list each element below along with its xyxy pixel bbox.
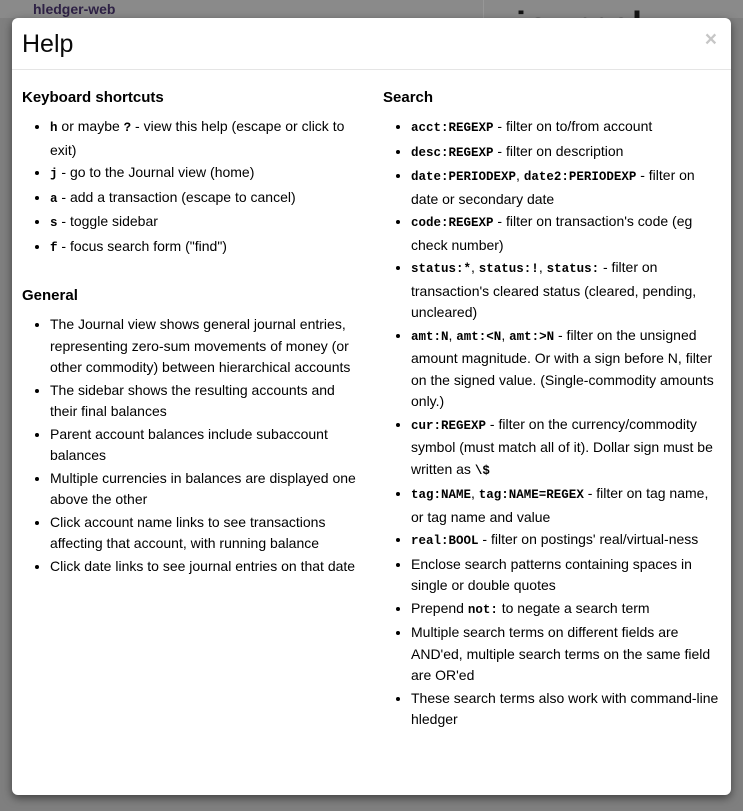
help-list — [22, 314, 359, 577]
text-segment: - filter on date or secondary date — [411, 167, 695, 207]
list-item — [411, 554, 720, 597]
modal-title: Help — [22, 30, 74, 58]
list-item — [411, 211, 720, 256]
list-item — [411, 529, 720, 553]
code-term: amt:N — [411, 329, 449, 344]
text-segment: , — [538, 259, 547, 275]
text-segment: - toggle sidebar — [57, 213, 158, 229]
code-term: j — [50, 167, 58, 181]
text-segment: - filter on the unsigned amount magnitude. Or with a sign before N, filter on the signed value. (Single-commodity amounts only.) — [411, 326, 714, 409]
list-item — [411, 257, 720, 324]
text-segment: - focus search form ("find") — [57, 237, 227, 254]
list-item — [50, 424, 359, 467]
text-segment: - filter on the currency/commodity symbol (must match all of it). Dollar sign must be written as — [411, 415, 713, 477]
text-segment: Parent account balances include subaccount balances — [50, 425, 328, 463]
list-item — [411, 414, 720, 483]
code-term: date:PERIODEXP — [411, 170, 517, 184]
code-term: f — [50, 240, 58, 255]
list-item — [50, 211, 359, 235]
list-item — [50, 187, 359, 211]
list-item — [411, 688, 720, 731]
modal-header — [12, 18, 731, 70]
code-term: ? — [123, 121, 132, 135]
list-item — [411, 165, 720, 210]
modal-body — [12, 70, 731, 795]
list-item — [50, 116, 359, 161]
text-segment: - go to the Journal view (home) — [57, 164, 255, 180]
list-item — [50, 162, 359, 186]
text-segment: - add a transaction (escape to cancel) — [57, 188, 296, 205]
section-heading: Keyboard shortcuts — [22, 89, 164, 106]
text-segment: Enclose search patterns containing spaces in single or double quotes — [411, 555, 692, 593]
page-divider — [483, 0, 484, 18]
code-term: status: — [546, 262, 600, 276]
code-term: date2:PERIODEXP — [523, 170, 637, 184]
text-segment: Click date links to see journal entries on that date — [50, 557, 356, 574]
code-term: status:* — [411, 262, 472, 276]
code-term: \$ — [474, 463, 490, 478]
text-segment: , — [448, 326, 457, 343]
code-term: status:! — [478, 262, 539, 276]
text-segment: or maybe — [57, 118, 124, 134]
text-segment: - view this help (escape or click to exit) — [50, 118, 345, 158]
code-term: a — [50, 191, 58, 206]
text-segment: - filter on tag name, or tag name and value — [411, 485, 709, 525]
help-column-right — [383, 88, 720, 795]
text-segment: , — [516, 167, 524, 183]
code-term: acct:REGEXP — [411, 121, 494, 135]
text-segment: The sidebar shows the resulting accounts and their final balances — [50, 381, 335, 419]
list-item — [411, 116, 720, 140]
text-segment: - filter on description — [493, 142, 624, 159]
list-item — [50, 314, 359, 379]
modal-backdrop[interactable] — [0, 0, 743, 18]
text-segment: - filter on transaction's code (eg check number) — [411, 213, 693, 253]
list-item — [50, 380, 359, 423]
help-dialog — [12, 18, 731, 795]
text-segment: - filter on postings' real/virtual-ness — [478, 531, 699, 547]
help-list — [22, 116, 359, 259]
code-term: tag:NAME=REGEX — [478, 488, 584, 502]
app-title-link: hledger-web — [33, 1, 116, 17]
code-term: amt:<N — [456, 329, 502, 344]
text-segment: to negate a search term — [497, 599, 650, 616]
section-heading: Search — [383, 89, 434, 106]
help-column-left — [22, 88, 359, 795]
code-term: h — [50, 121, 58, 135]
list-item — [50, 468, 359, 511]
code-term: real:BOOL — [411, 534, 479, 548]
text-segment: The Journal view shows general journal entries, representing zero-sum movements of money (or other commodity) between hierarchical accounts — [50, 316, 351, 375]
list-item — [411, 598, 720, 622]
text-segment: - filter on to/from account — [493, 118, 653, 134]
text-segment: , — [471, 259, 479, 275]
close-icon[interactable]: × — [704, 28, 717, 51]
code-term: s — [50, 216, 58, 230]
text-segment: Multiple currencies in balances are displayed one above the other — [50, 469, 356, 507]
section-heading: General — [22, 287, 78, 304]
code-term: desc:REGEXP — [411, 145, 494, 160]
list-item — [50, 236, 359, 260]
code-term: not: — [467, 602, 498, 617]
text-segment: , — [471, 485, 479, 501]
text-segment: , — [501, 326, 510, 343]
code-term: code:REGEXP — [411, 216, 494, 230]
text-segment: Prepend — [411, 599, 468, 616]
text-segment: Click account name links to see transactions affecting that account, with running balance — [50, 513, 326, 551]
text-segment: These search terms also work with command-line hledger — [411, 689, 719, 727]
list-item — [50, 512, 359, 555]
list-item — [411, 325, 720, 413]
help-list — [383, 116, 720, 731]
text-segment: - filter on transaction's cleared status (cleared, pending, uncleared) — [411, 259, 697, 320]
list-item — [411, 622, 720, 687]
code-term: tag:NAME — [411, 488, 472, 502]
text-segment: Multiple search terms on different fields are AND'ed, multiple search terms on the same field are OR'ed — [411, 624, 711, 683]
list-item — [411, 141, 720, 165]
code-term: cur:REGEXP — [411, 418, 487, 433]
code-term: amt:>N — [509, 329, 555, 344]
list-item — [411, 483, 720, 528]
list-item — [50, 556, 359, 578]
